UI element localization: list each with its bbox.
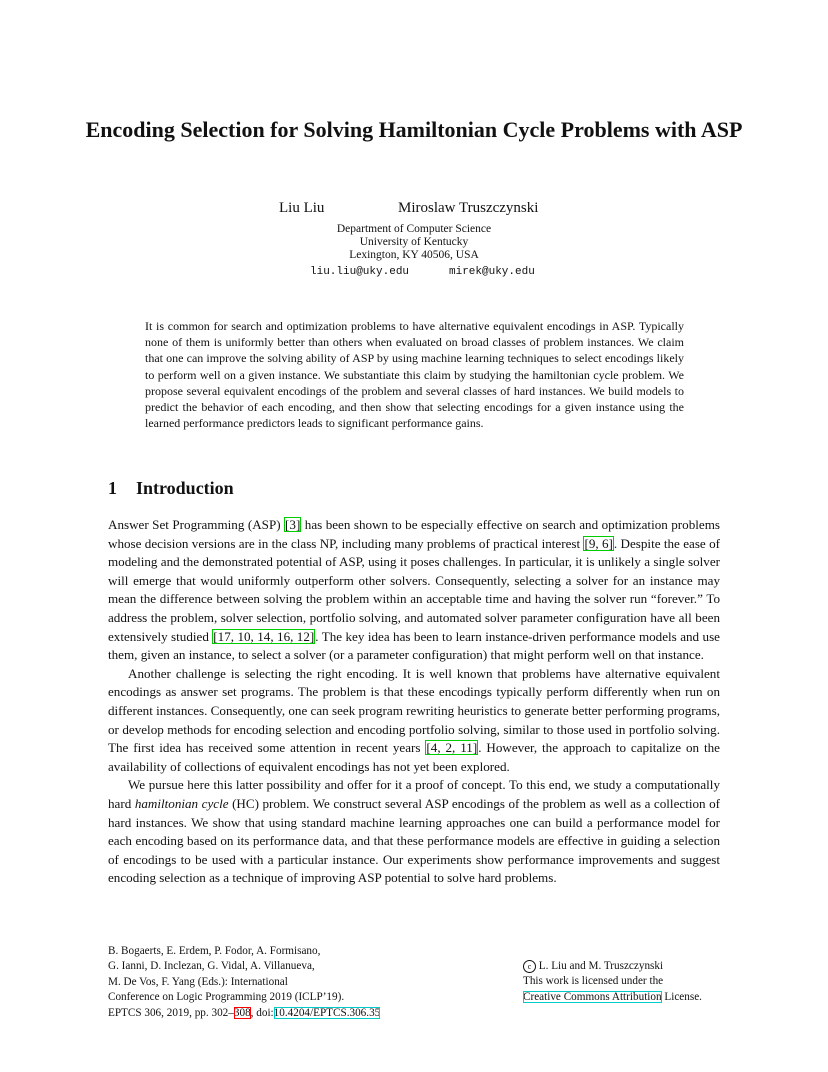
footer-line	[108, 1006, 418, 1021]
footer-line: M. De Vos, F. Yang (Eds.): International	[108, 975, 288, 988]
text-run: has been shown to be especially effective on search and optimization problems whose decision versions are in the class NP, including many problems of practical interest	[108, 517, 720, 551]
publication-info	[108, 944, 418, 1021]
section-heading	[108, 478, 234, 499]
text-run: Answer Set Programming (ASP)	[108, 517, 285, 532]
footer-line: B. Bogaerts, E. Erdem, P. Fodor, A. Formisano,	[108, 945, 321, 957]
section-number: 1	[108, 478, 117, 498]
text-run: EPTCS 306, 2019, pp. 302–	[108, 1006, 234, 1019]
copyright-notice	[523, 959, 733, 1005]
author-name: Miroslaw Truszczynski	[398, 200, 539, 216]
abstract: It is common for search and optimization problems to have alternative equivalent encodings in ASP. Typically none of them is uniformly better than others when evaluated on broad classes of problem instances. We claim that one can improve the solving ability of ASP by using machine learning techniques to select encodings likely to perform well on a given instance. We substantiate this claim by studying the hamiltonian cycle problem. We propose several equivalent encodings of the problem and several classes of hard instances. We build models to predict the behavior of each encoding, and then show that selecting encodings for a given instance using the learned performance predictors leads to significant performance gains.	[145, 319, 684, 431]
author-email[interactable]: mirek@uky.edu	[449, 266, 535, 278]
section-title: Introduction	[136, 478, 234, 498]
paper-title: Encoding Selection for Solving Hamiltonian Cycle Problems with ASP	[85, 117, 743, 142]
paragraph	[108, 665, 720, 777]
author-email[interactable]: liu.liu@uky.edu	[310, 266, 410, 278]
text-run: . The key idea has been to learn instance-driven performance models and use them, given an instance, to select a solver (or a parameter configuration) that might perform well on that instance.	[108, 628, 720, 663]
footer-line: This work is licensed under the	[523, 975, 664, 988]
citation-link[interactable]: [3]	[285, 517, 301, 532]
doi-link[interactable]: 10.4204/EPTCS.306.35	[273, 1006, 381, 1019]
paragraph	[108, 516, 720, 665]
text-run: , doi:	[250, 1006, 274, 1019]
affiliation	[0, 223, 828, 262]
footer-line: G. Ianni, D. Inclezan, G. Vidal, A. Villanueva,	[108, 960, 315, 973]
paragraph	[108, 776, 720, 888]
footer-line	[523, 959, 733, 974]
body-text	[108, 516, 720, 888]
author-name: Liu Liu	[279, 200, 325, 216]
text-run: (HC) problem. We construct several ASP encodings of the problem as well as a collection of hard instances. We show that using standard machine learning approaches one can build a performance model for each encoding based on its performance data, and that these performance models are effective in guiding a selection of encodings to be used with a particular instance. Our experiments show performance improvements and suggest encoding selection as a technique of improving ASP potential to solve hard problems.	[108, 795, 721, 886]
emphasis: hamiltonian cycle	[134, 795, 229, 811]
affiliation-line: University of Kentucky	[359, 236, 469, 248]
last-page-link[interactable]: 308	[233, 1006, 251, 1019]
license-link[interactable]: Creative Commons Attribution	[523, 990, 662, 1003]
affiliation-line: Lexington, KY 40506, USA	[349, 249, 479, 261]
citation-link[interactable]: [9, 6]	[584, 535, 613, 551]
text-run: We pursue here this latter possibility and offer for it a proof of concept. To this end, we study a computationally hard	[108, 777, 720, 811]
copyright-icon: c	[523, 960, 536, 973]
affiliation-line: Department of Computer Science	[336, 223, 492, 235]
text-run: . Despite the ease of modeling and the demonstrated potential of ASP, using it poses challenges. In particular, it is unlikely a single solver will emerge that would uniformly outperform other solvers. Consequently, selecting a solver for an instance may mean the difference between solving the problem within an acceptable time and having the solver run “forever.” To address the problem, solver selection, portfolio solving, and automated solver parameter configuration have all been extensively studied	[108, 535, 720, 644]
text-run: License.	[661, 990, 702, 1003]
footer-line: Conference on Logic Programming 2019 (ICLP’19).	[108, 991, 345, 1004]
text-run: L. Liu and M. Truszczynski	[536, 960, 664, 972]
citation-link[interactable]: [4, 2, 11]	[426, 740, 478, 756]
citation-link[interactable]: [17, 10, 14, 16, 12]	[213, 628, 315, 644]
footer-line	[523, 990, 733, 1005]
text-run: . However, the approach to capitalize on the availability of collections of equivalent encodings has not yet been explored.	[108, 740, 720, 774]
text-run: Another challenge is selecting the right encoding. It is well known that problems have alternative equivalent encodings as answer set programs. The problem is that these encodings typically perform differently when run on different instances. Consequently, one can seek program rewriting heuristics to generate better performing programs, or develop methods for encoding selection and encoding portfolio solving, similar to those used in portfolio solving. The first idea has received some attention in recent years	[108, 665, 720, 756]
